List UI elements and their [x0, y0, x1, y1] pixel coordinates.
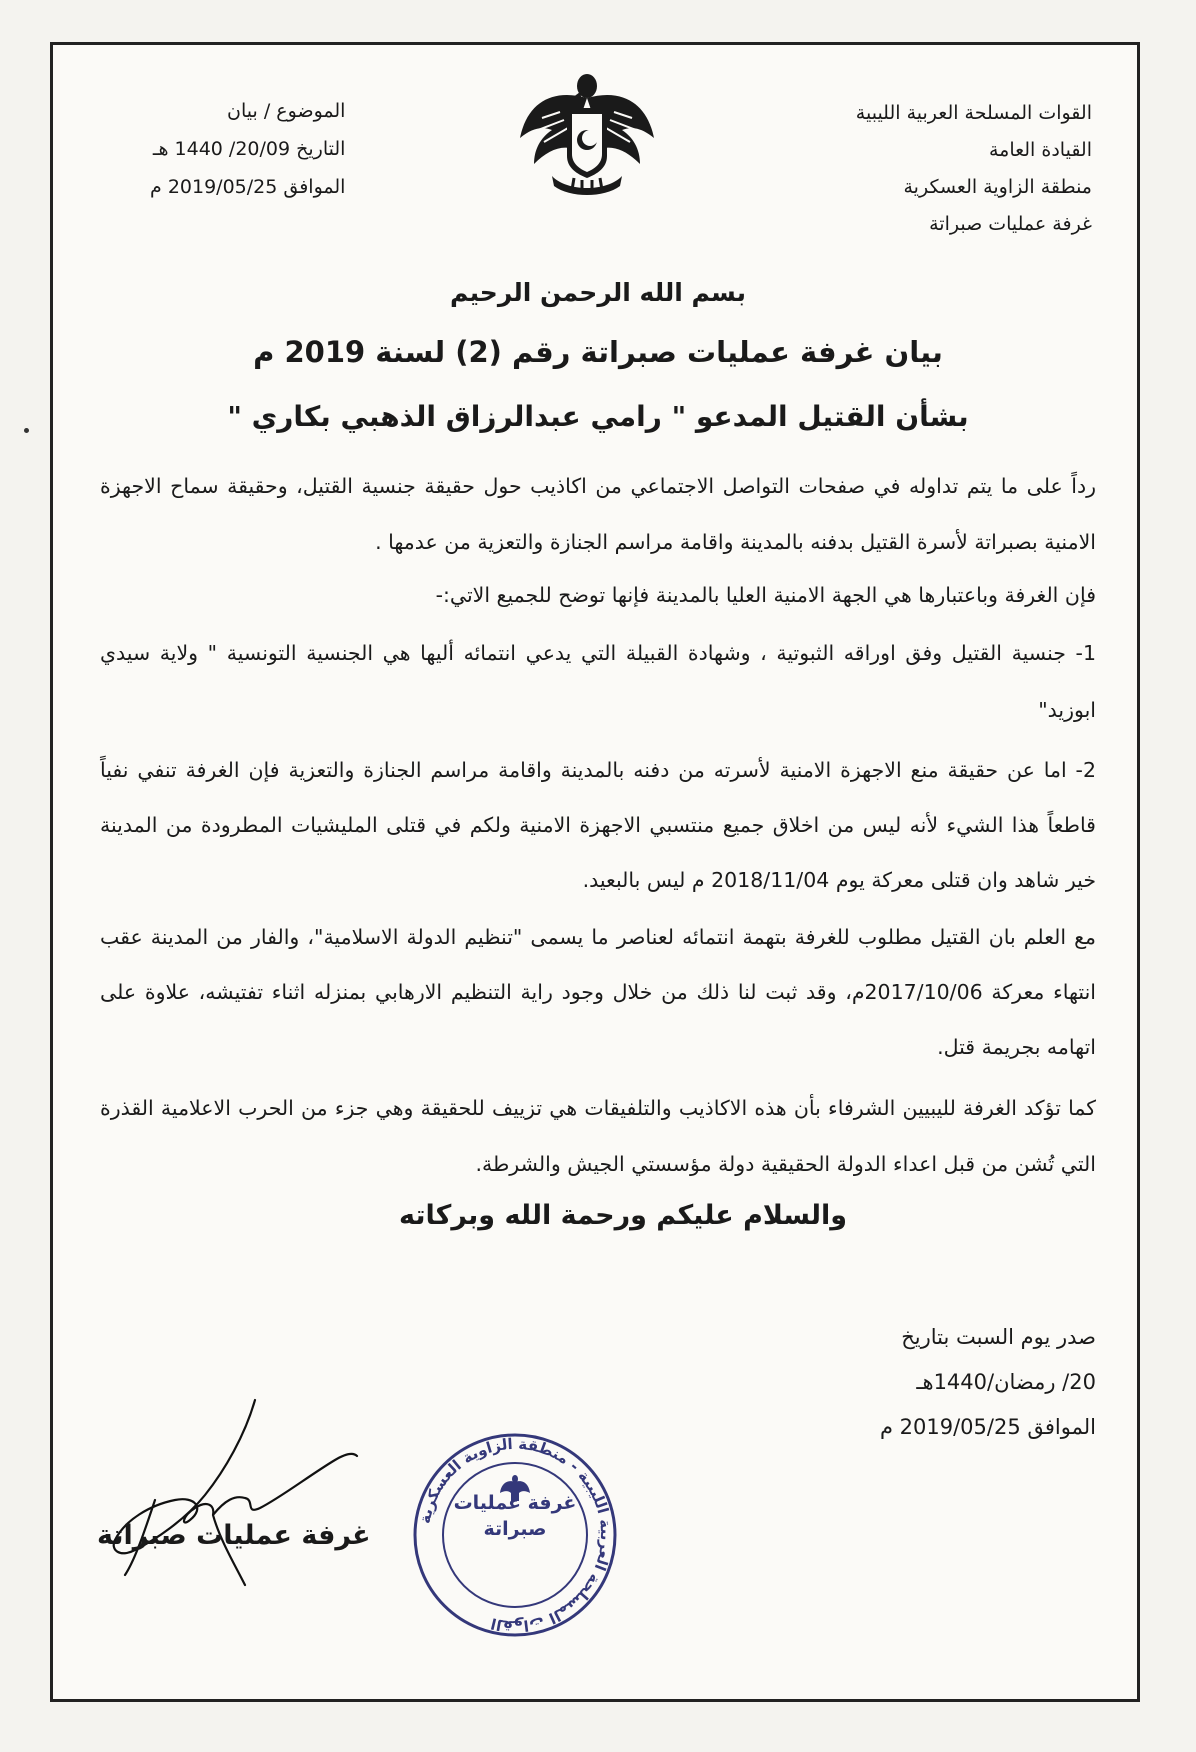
issue-line: 20/ رمضان/1440هـ — [916, 1370, 1096, 1394]
closing-greeting: والسلام عليكم ورحمة الله وبركاته — [398, 1200, 848, 1231]
paragraph: مع العلم بان القتيل مطلوب للغرفة بتهمة انتمائه لعناصر ما يسمى "تنظيم الدولة الاسلامية"، والفار من المدينة عقب انتهاء معركة 2017/10/06م، وقد ثبت لنا ذلك من خلال وجود راية التنظيم الارهابي بمنزله اثناء تفتيشه، علاوة على اتهامه بجريمة قتل. — [100, 925, 1096, 1059]
stamp-ring-text: القوات المسلحة العربية الليبية - منطقة الزاوية العسكرية — [415, 1434, 616, 1636]
stamp-line: غرفة عمليات — [453, 1492, 577, 1514]
issuer-line: غرفة عمليات صبراتة — [929, 213, 1092, 235]
paragraph: فإن الغرفة وباعتبارها هي الجهة الامنية العليا بالمدينة فإنها توضح للجميع الاتي:- — [435, 583, 1096, 607]
basmala: بسم الله الرحمن الرحيم — [450, 278, 746, 307]
issuer-line: القيادة العامة — [988, 139, 1092, 161]
stamp-center-text — [440, 1490, 590, 1542]
paragraph: كما تؤكد الغرفة لليبيين الشرفاء بأن هذه الاكاذيب والتلفيقات هي تزييف للحقيقة وهي جزء من الحرب الاعلامية القذرة التي تُشن من قبل اعداء الدولة الحقيقية دولة مؤسستي الجيش والشرطة. — [100, 1096, 1096, 1176]
issuer-block — [856, 95, 1092, 243]
reference-block — [150, 92, 345, 206]
subject-label: الموضوع / بيان — [227, 100, 346, 122]
signature-label: غرفة عمليات صبراتة — [97, 1520, 371, 1551]
statement-title: بيان غرفة عمليات صبراتة رقم (2) لسنة 2019 م — [253, 335, 943, 369]
stamp-line: صبراتة — [483, 1518, 547, 1540]
paragraph: 2- اما عن حقيقة منع الاجهزة الامنية لأسرته من دفنه بالمدينة واقامة مراسم الجنازة والتعزية فإن الغرفة تنفي نفياً قاطعاً هذا الشيء لأنه ليس من اخلاق جميع منتسبي الاجهزة الامنية ولكم في قتلى المليشيات المطرودة من المدينة خير شاهد وان قتلى معركة يوم 2018/11/04 م ليس بالبعيد. — [100, 758, 1096, 892]
issuer-line: منطقة الزاوية العسكرية — [903, 176, 1092, 198]
handwritten-signature — [95, 1380, 395, 1600]
statement-subject: بشأن القتيل المدعو " رامي عبدالرزاق الذهبي بكاري " — [227, 400, 969, 433]
issue-date-block — [880, 1315, 1096, 1450]
date-gregorian: الموافق 2019/05/25 م — [150, 176, 346, 198]
paragraph: رداً على ما يتم تداوله في صفحات التواصل الاجتماعي من اكاذيب حول حقيقة جنسية القتيل، وحقيقة سماح الاجهزة الامنية بصبراتة لأسرة القتيل بدفنه بالمدينة واقامة مراسم الجنازة والتعزية من عدمها . — [100, 474, 1096, 554]
eagle-emblem-icon — [512, 68, 662, 198]
paragraph: 1- جنسية القتيل وفق اوراقه الثبوتية ، وشهادة القبيلة التي يدعي انتمائه أليها هي الجنسية التونسية " ولاية سيدي ابوزيد" — [100, 641, 1096, 722]
issue-line: الموافق 2019/05/25 م — [879, 1415, 1096, 1439]
issue-line: صدر يوم السبت بتاريخ — [901, 1325, 1096, 1349]
date-hijri: التاريخ 20/09/ 1440 هـ — [152, 138, 346, 160]
issuer-line: القوات المسلحة العربية الليبية — [855, 102, 1092, 124]
